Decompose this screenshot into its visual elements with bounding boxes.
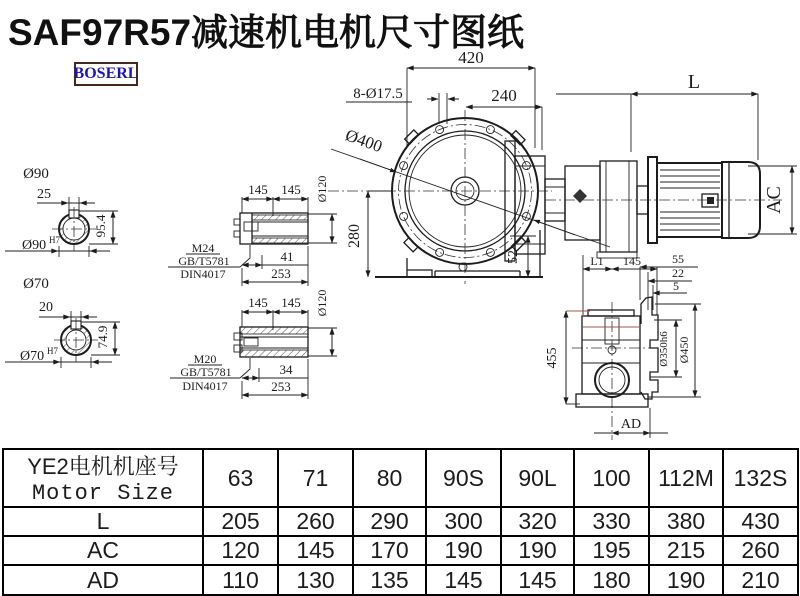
dimension-table: [2, 448, 799, 596]
shaft70-dia-label: Ø70: [23, 276, 49, 292]
dim-145-label: 145: [623, 254, 641, 268]
motor-size-label-cn: YE2电机机座号: [27, 454, 179, 479]
dim-455: [545, 311, 590, 404]
bushing-top-total: 253: [271, 266, 291, 281]
size-col-header: 63: [203, 449, 278, 507]
shaft70-fit-sup: H7: [47, 346, 58, 356]
table-cell: 260: [278, 507, 353, 536]
dim-450-label: Ø450: [677, 336, 691, 364]
bushing-bot-std2: DIN4017: [182, 379, 228, 393]
dim-d400: Ø400: [342, 125, 385, 157]
gearbox-silhouette: [505, 141, 648, 261]
dim-AD-label: AD: [620, 417, 642, 432]
table-row-L: [3, 507, 798, 536]
table-cell: 260: [723, 536, 798, 565]
bushing-bot-threadlen: 34: [279, 362, 293, 377]
table-cell: 170: [353, 536, 426, 565]
table-cell: 215: [649, 536, 723, 565]
table-cell: 145: [278, 536, 353, 565]
table-cell: 380: [649, 507, 723, 536]
table-header-cell: [3, 449, 203, 507]
table-cell: 205: [203, 507, 278, 536]
dim-holes-label: 8-Ø17.5: [353, 86, 403, 102]
table-cell: 130: [278, 565, 353, 595]
shaft90-dia-label: Ø90: [23, 166, 49, 182]
table-cell: 290: [353, 507, 426, 536]
bushing-top-std1: GB/T5781: [178, 254, 230, 268]
shaft-section-70: [5, 276, 120, 368]
dim-22-label: 22: [672, 266, 684, 280]
table-cell: 195: [574, 536, 649, 565]
dim-240: [466, 86, 542, 150]
dim-5-label: 5: [673, 279, 679, 293]
page-title: SAF97R57减速机电机尺寸图纸: [8, 12, 525, 53]
brand-logo-text: BOSERL: [73, 65, 139, 82]
size-col-header: 100: [574, 449, 649, 507]
dim-L-label: L: [687, 71, 701, 93]
dim-bolt-holes: [346, 86, 459, 124]
dim-52-label: 52: [506, 250, 521, 264]
shaft-section-90: [5, 166, 118, 257]
shaft70-keyh-label: 74.9: [95, 325, 110, 349]
motor-size-label-en: Motor Size: [31, 481, 175, 506]
bushing-bot-len2: 145: [281, 295, 301, 310]
table-cell: 210: [723, 565, 798, 595]
bushing-bot-thread: M20: [193, 352, 217, 366]
bushing-top-std2: DIN4017: [180, 267, 226, 281]
size-col-header: 132S: [723, 449, 798, 507]
table-cell: 145: [501, 565, 574, 595]
size-col-header: 71: [278, 449, 353, 507]
dim-L: [556, 71, 758, 160]
row-label: L: [3, 507, 203, 536]
dim-450: [648, 304, 701, 397]
dim-L1-label: L1: [590, 254, 604, 268]
table-cell: 300: [426, 507, 501, 536]
shaft70-keyw-label: 20: [39, 300, 53, 315]
size-col-header: 90S: [426, 449, 501, 507]
bushing-bottom: [170, 290, 337, 399]
dim-280-label: 280: [346, 224, 363, 248]
size-col-header: 80: [353, 449, 426, 507]
shaft90-keyw-label: 25: [37, 187, 51, 202]
size-col-header: 90L: [501, 449, 574, 507]
table-cell: 190: [649, 565, 723, 595]
shaft90-keyh-label: 95.4: [93, 214, 108, 238]
table-cell: 430: [723, 507, 798, 536]
bushing-top-dia: Ø120: [315, 175, 329, 203]
dim-AC-label: AC: [763, 186, 785, 214]
shaft90-fit-label: Ø90: [22, 238, 47, 253]
dim-240-label: 240: [491, 86, 517, 105]
shaft70-fit-label: Ø70: [20, 349, 45, 364]
bushing-bot-std1: GB/T5781: [180, 365, 232, 379]
dim-AD: [594, 408, 668, 438]
table-header-row: [3, 449, 798, 507]
size-col-header: 112M: [649, 449, 723, 507]
table-cell: 190: [501, 536, 574, 565]
shaft90-fit-sup: H7: [49, 235, 60, 245]
bushing-top-threadlen: 41: [280, 249, 294, 264]
dim-L1-145: [583, 254, 657, 315]
technical-drawing: [0, 45, 800, 445]
dim-455-label: 455: [545, 347, 560, 369]
table-row-AC: [3, 536, 798, 565]
dim-280: [346, 191, 392, 277]
dim-350h6-label: Ø350h6: [658, 331, 670, 367]
dim-55-label: 55: [672, 252, 684, 266]
table-cell: 330: [574, 507, 649, 536]
bushing-top: [168, 176, 337, 286]
bushing-top-thread: M24: [191, 241, 215, 255]
table-cell: 135: [353, 565, 426, 595]
table-cell: 320: [501, 507, 574, 536]
front-view-flange: [328, 110, 610, 284]
table-cell: 180: [574, 565, 649, 595]
table-row-AD: [3, 565, 798, 595]
table-cell: 120: [203, 536, 278, 565]
table-cell: 110: [203, 565, 278, 595]
dim-55-22-5: [640, 252, 698, 310]
bushing-top-len1: 145: [248, 182, 268, 197]
bushing-bot-len1: 145: [248, 295, 268, 310]
bushing-bot-total: 253: [271, 379, 291, 394]
side-view: [572, 297, 658, 440]
table-cell: 145: [426, 565, 501, 595]
bushing-top-len2: 145: [281, 182, 301, 197]
dim-420-label: 420: [458, 48, 484, 67]
row-label: AC: [3, 536, 203, 565]
row-label: AD: [3, 565, 203, 595]
bushing-bot-dia: Ø120: [315, 289, 329, 317]
table-cell: 190: [426, 536, 501, 565]
